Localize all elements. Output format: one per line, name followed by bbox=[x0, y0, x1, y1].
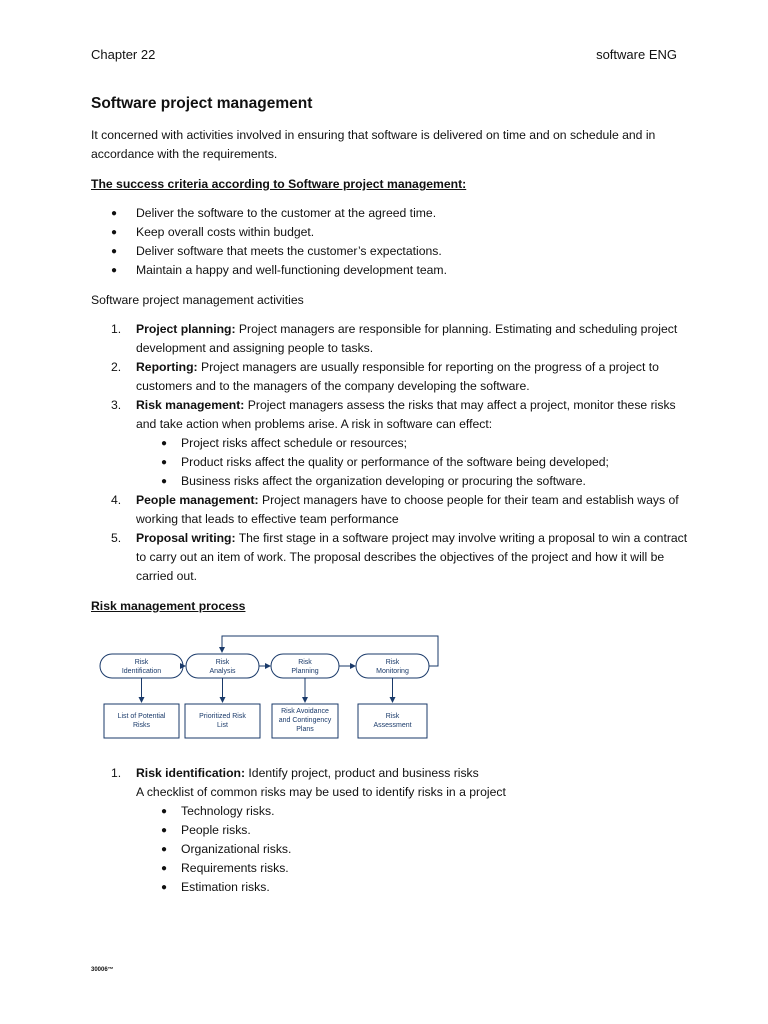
list-item: ● Deliver software that meets the customer’s expectations. bbox=[111, 242, 691, 261]
svg-text:Risks: Risks bbox=[132, 722, 151, 729]
risk-process-diagram bbox=[96, 632, 446, 742]
svg-text:and Contingency: and Contingency bbox=[278, 717, 332, 724]
list-item: ● People risks. bbox=[161, 821, 691, 840]
svg-text:Risk: Risk bbox=[385, 659, 400, 666]
svg-text:Risk: Risk bbox=[385, 713, 400, 720]
success-list bbox=[111, 204, 691, 280]
identification-list bbox=[111, 764, 691, 897]
list-item: 1. Risk identification: Identify project, product and business risks A checklist of common risks may be used to identify risks in a project ● Technology risks. ● People risks. ● Organizational risks. ● Requirements risks. ● Estimation risks. bbox=[111, 764, 691, 897]
svg-text:Planning: Planning bbox=[291, 668, 319, 675]
svg-text:Plans: Plans bbox=[296, 726, 314, 733]
list-item: ● Organizational risks. bbox=[161, 840, 691, 859]
svg-text:Analysis: Analysis bbox=[209, 668, 236, 675]
output-prioritized-risk-list bbox=[185, 704, 260, 738]
svg-text:Risk: Risk bbox=[134, 659, 149, 666]
bullet-icon: ● bbox=[111, 227, 118, 238]
list-item: ● Technology risks. bbox=[161, 802, 691, 821]
list-item: ● Deliver the software to the customer at the agreed time. bbox=[111, 204, 691, 223]
bullet-icon: ● bbox=[161, 844, 168, 855]
stage-risk-analysis bbox=[186, 654, 259, 678]
list-item: ● Requirements risks. bbox=[161, 859, 691, 878]
output-risk-assessment bbox=[358, 704, 427, 738]
list-item: ● Estimation risks. bbox=[161, 878, 691, 897]
risk-effect-list bbox=[136, 434, 691, 491]
list-item: ● Maintain a happy and well-functioning development team. bbox=[111, 261, 691, 280]
identification-note: A checklist of common risks may be used to identify risks in a project bbox=[136, 785, 506, 799]
bullet-icon: ● bbox=[111, 265, 118, 276]
svg-text:Prioritized Risk: Prioritized Risk bbox=[199, 713, 246, 720]
risk-type-list bbox=[136, 802, 691, 897]
activities-list bbox=[111, 320, 691, 586]
list-item: 1. Project planning: Project managers are responsible for planning. Estimating and scheduling project development and assigning people to tasks. bbox=[111, 322, 678, 355]
footer-mark: 30006™ bbox=[91, 967, 114, 973]
svg-text:Risk Avoidance: Risk Avoidance bbox=[281, 708, 329, 715]
bullet-icon: ● bbox=[161, 882, 168, 893]
svg-text:List: List bbox=[217, 722, 228, 729]
stage-risk-identification bbox=[100, 654, 183, 678]
list-item: 2. Reporting: Project managers are usually responsible for reporting on the progress of a project to customers and to the managers of the company developing the software. bbox=[111, 360, 659, 393]
list-item: 4. People management: Project managers have to choose people for their team and establish ways of working that leads to effective team performance bbox=[111, 493, 679, 526]
bullet-icon: ● bbox=[161, 806, 168, 817]
activities-heading: Software project management activities bbox=[91, 293, 304, 307]
header-chapter: Chapter 22 bbox=[91, 47, 156, 62]
bullet-icon: ● bbox=[161, 825, 168, 836]
bullet-icon: ● bbox=[111, 208, 118, 219]
header-subject: software ENG bbox=[596, 47, 677, 62]
svg-text:List of Potential: List of Potential bbox=[117, 713, 166, 720]
list-item: ● Business risks affect the organization developing or procuring the software. bbox=[161, 472, 691, 491]
stage-risk-monitoring bbox=[356, 654, 429, 678]
output-contingency-plans bbox=[272, 704, 338, 738]
list-item: ● Product risks affect the quality or performance of the software being developed; bbox=[161, 453, 691, 472]
svg-text:Monitoring: Monitoring bbox=[376, 668, 409, 675]
stage-risk-planning bbox=[271, 654, 339, 678]
svg-text:Risk: Risk bbox=[215, 659, 230, 666]
list-item: ● Project risks affect schedule or resources; bbox=[161, 434, 691, 453]
intro-paragraph: It concerned with activities involved in ensuring that software is delivered on time and on schedule and in accordance with the requirements. bbox=[91, 128, 656, 161]
svg-text:Assessment: Assessment bbox=[373, 722, 412, 729]
page-title: Software project management bbox=[91, 95, 313, 112]
bullet-icon: ● bbox=[111, 246, 118, 257]
bullet-icon: ● bbox=[161, 457, 168, 468]
bullet-icon: ● bbox=[161, 438, 168, 449]
list-item: 5. Proposal writing: The first stage in a software project may involve writing a proposal to win a contract to carry out an item of work. The proposal describes the objectives of the project and how it will be carried out. bbox=[111, 531, 688, 583]
success-heading: The success criteria according to Software project management: bbox=[91, 177, 467, 191]
bullet-icon: ● bbox=[161, 476, 168, 487]
svg-text:Risk: Risk bbox=[298, 659, 312, 666]
output-potential-risks bbox=[104, 704, 179, 738]
bullet-icon: ● bbox=[161, 863, 168, 874]
list-item: 3. Risk management: Project managers assess the risks that may affect a project, monitor these risks and take action when problems arise. A risk in software can effect: ● Project risks affect schedule or resources; ● Product risks affect the quality or performance of the software being developed; ● Business risks affect the organization developing or procuring the software. bbox=[111, 396, 691, 491]
svg-text:Identification: Identification bbox=[121, 668, 162, 675]
list-item: ● Keep overall costs within budget. bbox=[111, 223, 691, 242]
risk-process-heading: Risk management process bbox=[91, 599, 246, 613]
